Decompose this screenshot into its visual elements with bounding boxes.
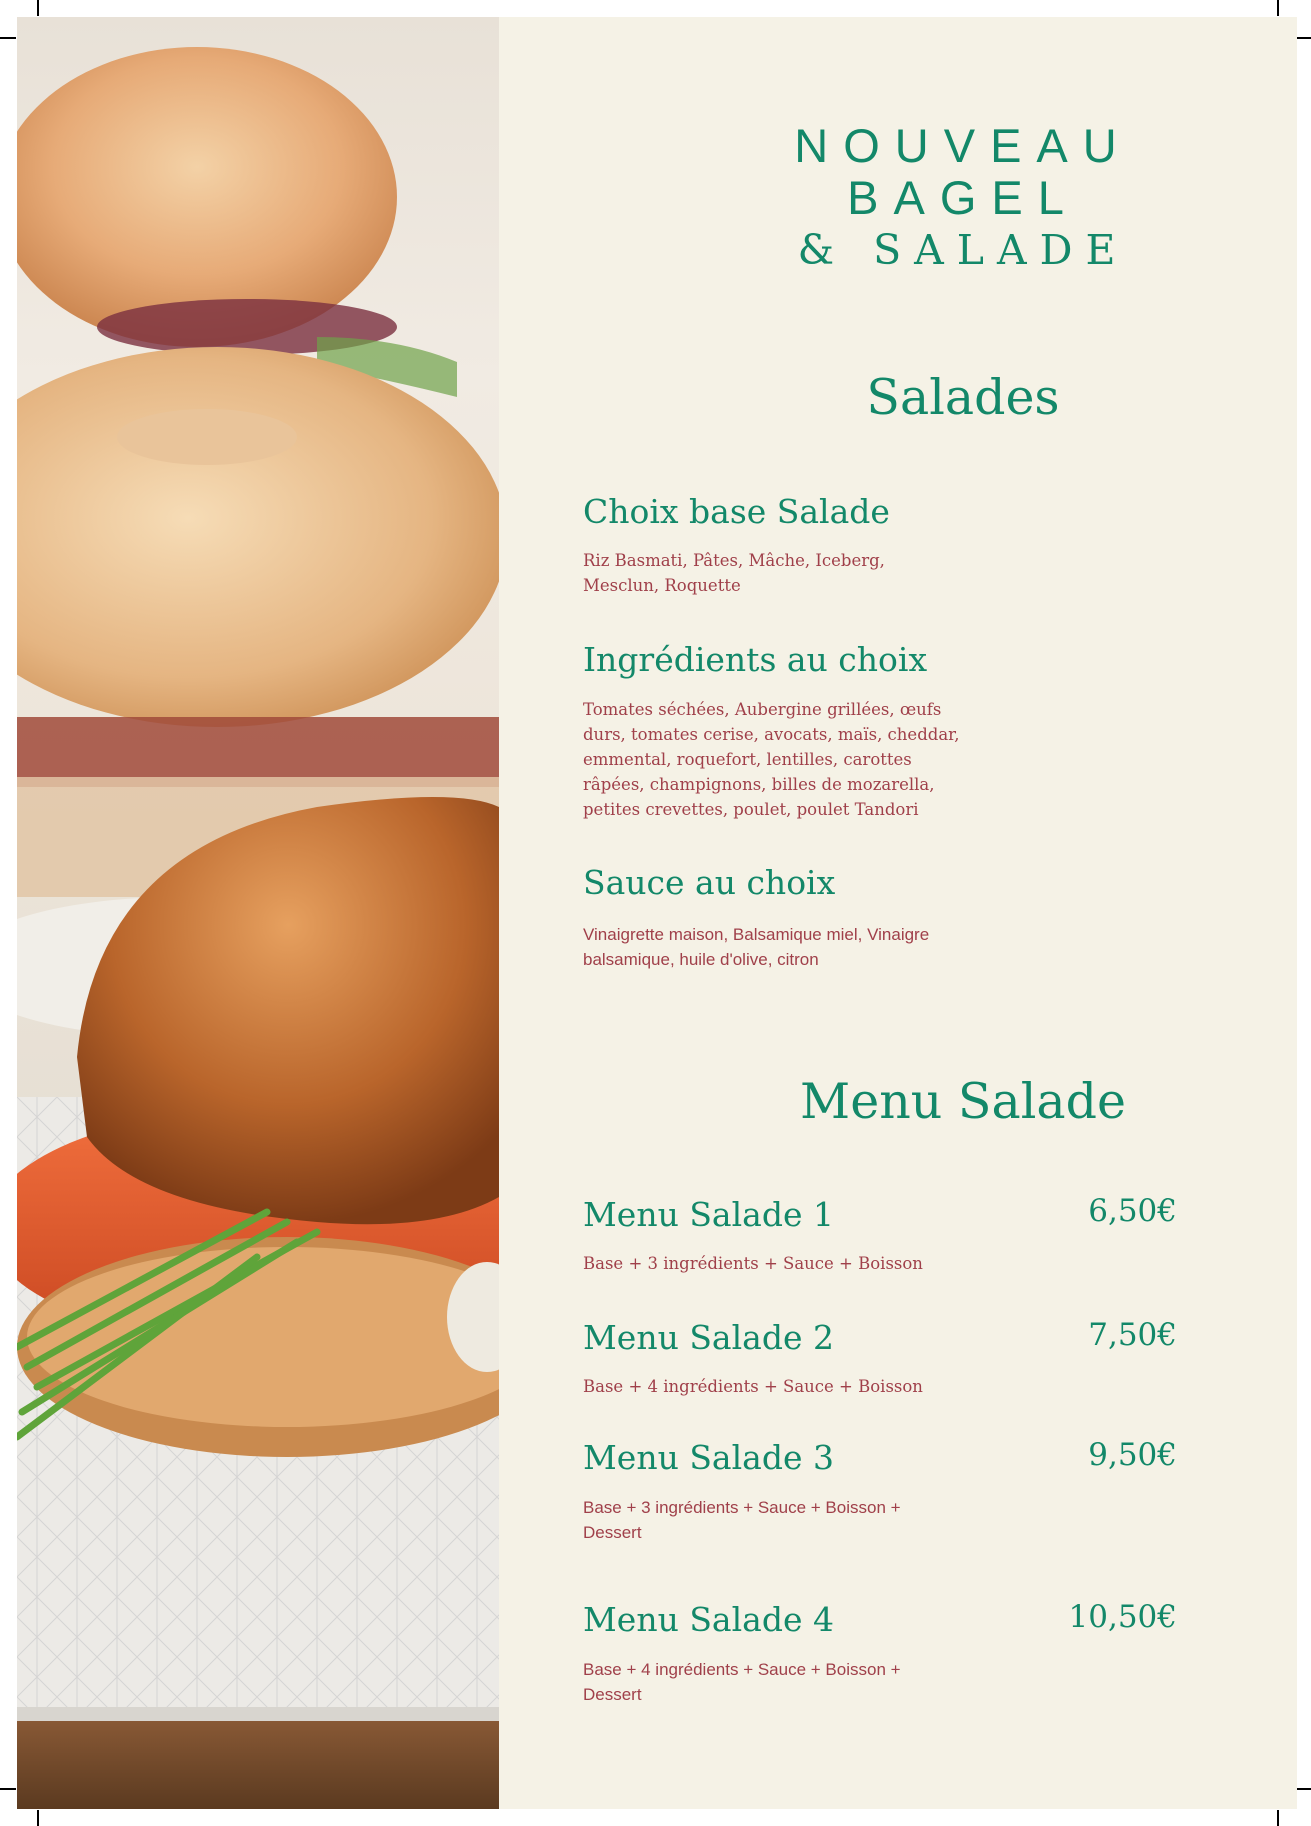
menu-item-price: 10,50€ [1068,1599,1177,1635]
menu-panel [499,17,1297,1809]
crop-mark [0,1788,16,1790]
section-title: Ingrédients au choix [583,640,928,679]
menu-item-desc: Base + 3 ingrédients + Sauce + Boisson [583,1254,923,1273]
menu-heading: Menu Salade [800,1073,1126,1130]
crop-mark [1295,1788,1311,1790]
salades-heading: Salades [866,369,1060,426]
section-title: Choix base Salade [583,492,890,531]
menu-item-price: 6,50€ [1088,1193,1177,1229]
title-salade: & SALADE [797,226,1129,274]
title-nouveau: NOUVEAU [794,119,1132,172]
menu-item-name: Menu Salade 4 [583,1600,834,1639]
section-text: Vinaigrette maison, Balsamique miel, Vinaigre balsamique, huile d'olive, citron [583,925,930,969]
menu-item-desc: Base + 4 ingrédients + Sauce + Boisson + Dessert [583,1660,901,1704]
bagel-photo [17,17,499,1809]
menu-item-price: 7,50€ [1088,1317,1177,1353]
crop-mark [0,37,16,39]
crop-mark [1277,1810,1279,1826]
menu-item-price: 9,50€ [1088,1437,1177,1473]
menu-item-desc: Base + 3 ingrédients + Sauce + Boisson + Dessert [583,1498,901,1542]
section-text: Riz Basmati, Pâtes, Mâche, Iceberg, Mesclun, Roquette [583,551,885,595]
menu-item-desc: Base + 4 ingrédients + Sauce + Boisson [583,1377,923,1396]
menu-item-name: Menu Salade 2 [583,1318,834,1357]
crop-mark [1277,0,1279,16]
section-text: Tomates séchées, Aubergine grillées, œufs durs, tomates cerise, avocats, maïs, cheddar, emmental, roquefort, lentilles, carottes râpées, champignons, billes de mozarella, petites crevettes, poulet, poulet Tandori [583,700,960,819]
crop-mark [37,1810,39,1826]
title-bagel: BAGEL [847,171,1079,224]
crop-mark [1295,37,1311,39]
menu-item-name: Menu Salade 3 [583,1438,834,1477]
crop-mark [37,0,39,16]
section-title: Sauce au choix [583,863,836,902]
menu-item-name: Menu Salade 1 [583,1195,834,1234]
